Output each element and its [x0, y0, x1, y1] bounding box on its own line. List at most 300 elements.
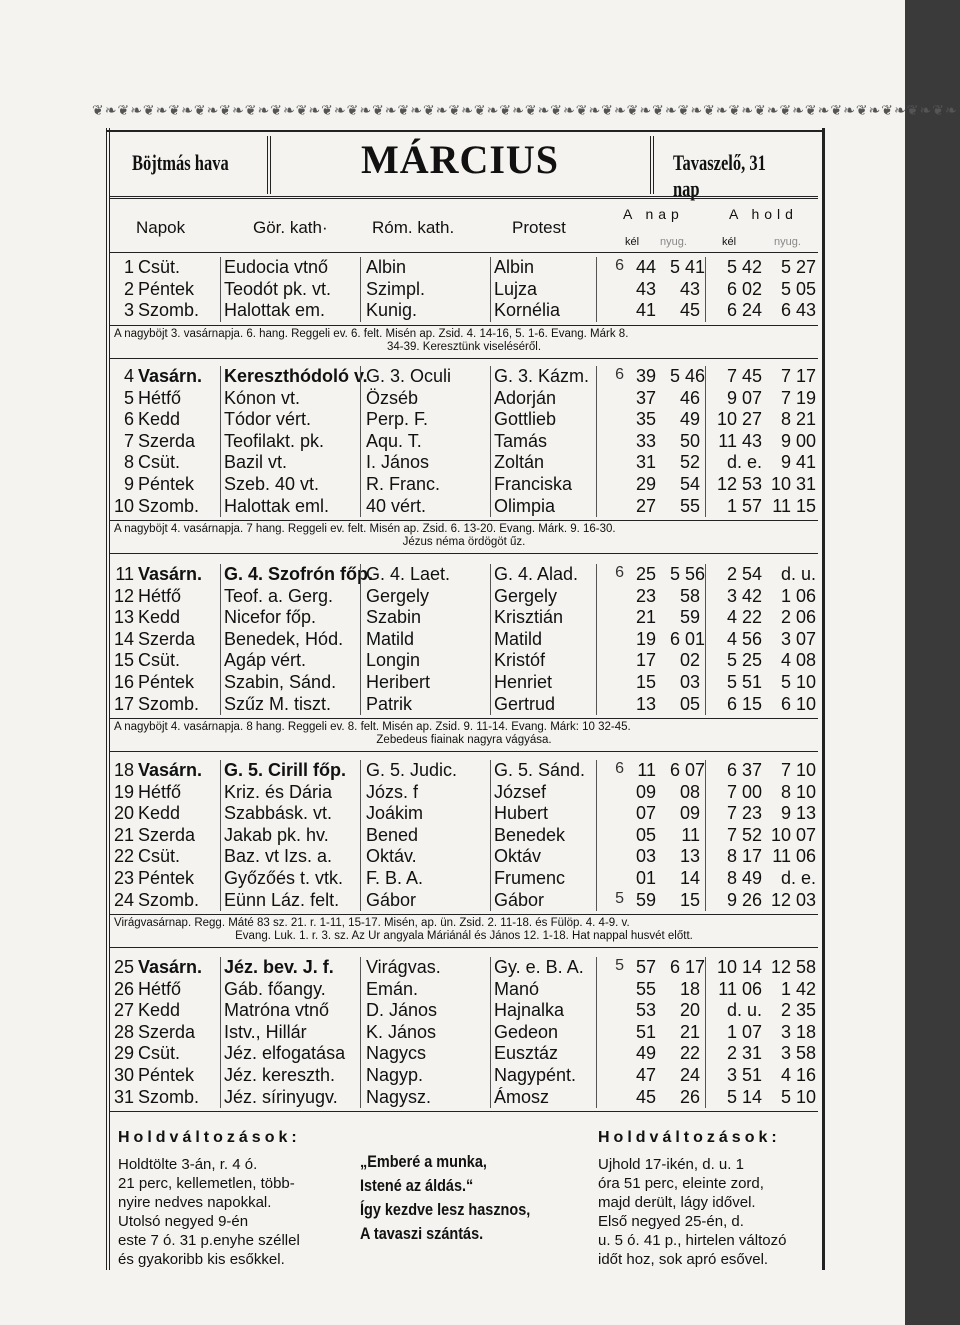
- cell-num: 30: [113, 1065, 134, 1085]
- cell-ms: 3 18: [780, 1021, 816, 1042]
- cell-gor: Halottak em.: [224, 300, 326, 321]
- cell-rise: 25: [635, 564, 656, 584]
- cell-ms: 2 35: [780, 1000, 816, 1021]
- sunday-note-title: Zebedeus fiainak nagyra vágyása.: [376, 734, 552, 747]
- cell-gor: Jéz. elfogatása: [224, 1043, 346, 1064]
- cell-num: 28: [113, 1021, 134, 1042]
- cell-rom: Joákim: [366, 803, 424, 824]
- table-row: [110, 694, 818, 716]
- table-row: [110, 409, 818, 431]
- table-row: [110, 366, 818, 388]
- sunday-note: Virágvasárnap. Regg. Máté 83 sz. 21. r. 1-11, 15-17. Misén, ap. ün. Zsid. 2. 11-18. és Fülöp. 4. 4-9. v.: [114, 917, 630, 930]
- column-divider: [596, 564, 597, 715]
- cell-mr: 10 14: [716, 957, 762, 977]
- column-divider: [360, 957, 361, 1108]
- cell-rise: 07: [635, 803, 656, 824]
- banner-divider: [650, 136, 654, 194]
- cell-rise: 15: [635, 672, 656, 692]
- moon-line: óra 51 perc, eleinte zord,: [598, 1175, 764, 1192]
- cell-mr: 3 42: [726, 585, 762, 606]
- table-row: [110, 629, 818, 651]
- cell-mr: 5 14: [726, 1086, 762, 1107]
- cell-day: Csüt.: [138, 650, 181, 671]
- cell-day: Kedd: [138, 803, 181, 824]
- cell-day: Csüt.: [138, 1043, 181, 1064]
- cell-rise: 57: [635, 957, 656, 977]
- cell-set: 6 17: [670, 957, 706, 977]
- cell-rom: Heribert: [366, 672, 431, 692]
- cell-day: Szerda: [138, 824, 196, 845]
- cell-day: Csüt.: [138, 257, 181, 277]
- cell-gor: Tódor vért.: [224, 409, 312, 430]
- cell-num: 26: [113, 978, 134, 999]
- table-row: [110, 279, 818, 301]
- cell-rom: K. János: [366, 1021, 437, 1042]
- cell-ms: 5 10: [780, 672, 816, 692]
- cell-set: 5 46: [670, 366, 706, 386]
- cell-rise: 53: [635, 1000, 656, 1021]
- cell-day: Szomb.: [138, 693, 200, 714]
- cell-pro: Henriet: [494, 672, 553, 692]
- cell-num: 1: [123, 257, 134, 277]
- cell-ms: 6 43: [780, 300, 816, 321]
- cell-ms: 1 42: [780, 978, 816, 999]
- cell-moon: 5: [615, 957, 624, 974]
- cell-set: 54: [679, 474, 700, 494]
- column-divider: [596, 760, 597, 911]
- cell-gor: Nicefor főp.: [224, 607, 317, 628]
- cell-day: Péntek: [138, 672, 195, 692]
- table-row: [110, 868, 818, 890]
- note-rule: [110, 358, 818, 359]
- cell-set: 20: [679, 1000, 700, 1021]
- cell-num: 16: [113, 672, 134, 692]
- cell-pro: Tamás: [494, 430, 548, 451]
- cell-set: 43: [679, 278, 700, 299]
- cell-day: Kedd: [138, 607, 181, 628]
- cell-rom: Józs. f: [366, 781, 419, 802]
- week-rule: [110, 1111, 818, 1112]
- cell-gor: Jéz. bev. J. f.: [224, 957, 334, 977]
- cell-mr: 4 56: [726, 628, 762, 649]
- cell-gor: Jakab pk. hv.: [224, 824, 329, 845]
- cell-gor: Teof. a. Gerg.: [224, 585, 334, 606]
- table-row: [110, 1022, 818, 1044]
- cell-ms: 7 19: [780, 387, 816, 408]
- sunday-note-title: 34-39. Keresztünk viseléséről.: [386, 340, 542, 353]
- cell-pro: Gertrud: [494, 693, 556, 714]
- cell-day: Hétfő: [138, 585, 182, 606]
- table-row: [110, 474, 818, 496]
- cell-num: 20: [113, 803, 134, 824]
- column-divider: [490, 564, 491, 715]
- cell-num: 6: [123, 409, 134, 430]
- cell-num: 19: [113, 781, 134, 802]
- column-divider: [596, 366, 597, 517]
- cell-set: 59: [679, 607, 700, 628]
- cell-ms: 12 58: [770, 957, 816, 977]
- cell-num: 12: [113, 585, 134, 606]
- cell-ms: 10 07: [770, 824, 816, 845]
- cell-day: Péntek: [138, 278, 195, 299]
- cell-gor: Kónon vt.: [224, 387, 301, 408]
- cell-rom: G. 3. Oculi: [366, 366, 452, 386]
- cell-set: 13: [679, 846, 700, 867]
- column-divider: [220, 366, 221, 517]
- cell-num: 27: [113, 1000, 134, 1021]
- sunday-note-title: Evang. Luk. 1. r. 3. sz. Az Ur angyala Máriánál és János 12. 1-18. Hat nappal husvét előtt.: [235, 930, 693, 943]
- cell-mr: 5 51: [726, 672, 762, 692]
- column-divider: [596, 957, 597, 1108]
- month-old-name: Böjtmás hava: [132, 150, 229, 175]
- cell-set: 24: [679, 1065, 700, 1085]
- cell-num: 2: [123, 278, 134, 299]
- cell-num: 13: [113, 607, 134, 628]
- cell-moon: 5: [615, 889, 624, 907]
- cell-pro: Matild: [494, 628, 543, 649]
- cell-gor: Gáb. főangy.: [224, 978, 326, 999]
- moon-line: u. 5 ó. 41 p., hirtelen változó: [598, 1232, 787, 1249]
- table-row: [110, 431, 818, 453]
- cell-num: 14: [113, 628, 134, 649]
- table-row: [110, 1000, 818, 1022]
- table-row: [110, 607, 818, 629]
- col-gor: Gör. kath·: [253, 218, 328, 237]
- cell-mr: d. u.: [726, 1000, 762, 1021]
- cell-mr: 5 42: [726, 257, 762, 277]
- cell-ms: d. u.: [780, 564, 816, 584]
- cell-rom: Aqu. T.: [366, 430, 422, 451]
- table-row: [110, 586, 818, 608]
- cell-pro: Gergely: [494, 585, 558, 606]
- cell-num: 3: [123, 300, 134, 321]
- cell-pro: Gy. e. B. A.: [494, 957, 584, 977]
- cell-ms: 9 13: [780, 803, 816, 824]
- cell-gor: Istv., Hillár: [224, 1021, 307, 1042]
- table-row: [110, 760, 818, 782]
- cell-mr: 8 17: [726, 846, 762, 867]
- motto: [360, 1150, 530, 1246]
- cell-rise: 59: [635, 889, 656, 910]
- cell-num: 10: [113, 495, 134, 516]
- cell-gor: G. 5. Cirill főp.: [224, 760, 347, 780]
- cell-pro: Kristóf: [494, 650, 546, 671]
- moon-line: és gyakoribb kis esőkkel.: [118, 1251, 285, 1268]
- cell-rise: 17: [635, 650, 656, 671]
- cell-set: 11: [681, 824, 700, 845]
- cell-num: 15: [113, 650, 134, 671]
- cell-mr: 6 37: [726, 760, 762, 780]
- cell-num: 9: [123, 474, 134, 494]
- cell-gor: Szabbásk. vt.: [224, 803, 333, 824]
- week-rule: [110, 325, 818, 326]
- cell-num: 7: [123, 430, 134, 451]
- cell-pro: Benedek: [494, 824, 566, 845]
- cell-set: 5 41: [670, 257, 706, 277]
- cell-rom: F. B. A.: [366, 868, 424, 888]
- cell-set: 50: [679, 430, 700, 451]
- cell-ms: 7 10: [780, 760, 816, 780]
- cell-mr: 7 23: [726, 803, 762, 824]
- cell-num: 29: [113, 1043, 134, 1064]
- cell-pro: Ámosz: [494, 1086, 550, 1107]
- cell-rom: Szimpl.: [366, 278, 426, 299]
- table-row: [110, 890, 818, 912]
- cell-day: Kedd: [138, 1000, 181, 1021]
- column-divider: [360, 564, 361, 715]
- cell-mr: 2 31: [726, 1043, 762, 1064]
- top-rule: [106, 130, 822, 132]
- cell-num: 25: [113, 957, 134, 977]
- moon-line: 21 perc, kellemetlen, több-: [118, 1175, 295, 1192]
- cell-rom: Szabin: [366, 607, 422, 628]
- moon-phases-right: [598, 1128, 813, 1269]
- cell-set: 21: [679, 1021, 700, 1042]
- header-rule: [110, 196, 818, 199]
- moon-phases-left-title: Holdváltozások:: [118, 1129, 301, 1146]
- cell-gor: Szeb. 40 vt.: [224, 474, 320, 494]
- cell-mr: 6 24: [726, 300, 762, 321]
- cell-pro: Hubert: [494, 803, 549, 824]
- cell-ms: 2 06: [780, 607, 816, 628]
- cell-rom: Nagysz.: [366, 1086, 432, 1107]
- column-divider: [490, 760, 491, 911]
- cell-pro: Nagypént.: [494, 1065, 577, 1085]
- cell-ms: 4 16: [780, 1065, 816, 1085]
- cell-ms: d. e.: [780, 868, 816, 888]
- cell-mr: 5 25: [726, 650, 762, 671]
- cell-set: 14: [679, 868, 700, 888]
- cell-pro: Hajnalka: [494, 1000, 565, 1021]
- cell-pro: Gábor: [494, 889, 545, 910]
- table-row: [110, 1043, 818, 1065]
- cell-rom: Emán.: [366, 978, 419, 999]
- cell-ms: 5 05: [780, 278, 816, 299]
- cell-day: Hétfő: [138, 978, 182, 999]
- cell-rom: Kunig.: [366, 300, 418, 321]
- moon-line: Első negyed 25-én, d.: [598, 1213, 744, 1230]
- cell-rise: 43: [635, 278, 656, 299]
- cell-pro: Zoltán: [494, 452, 545, 473]
- cell-rom: G. 4. Laet.: [366, 564, 451, 584]
- cell-rom: I. János: [366, 452, 430, 473]
- cell-ms: 3 58: [780, 1043, 816, 1064]
- cell-rom: D. János: [366, 1000, 438, 1021]
- col-hold-kel: kél: [722, 236, 737, 248]
- column-divider: [596, 257, 597, 322]
- cell-pro: G. 5. Sánd.: [494, 760, 586, 780]
- table-row: [110, 300, 818, 322]
- note-rule: [110, 553, 818, 554]
- moon-phases-right-title: Holdváltozások:: [598, 1129, 781, 1146]
- cell-rom: Longin: [366, 650, 421, 671]
- cell-day: Szomb.: [138, 1086, 200, 1107]
- cell-rise: 01: [635, 868, 656, 888]
- cell-rise: 29: [635, 474, 656, 494]
- cell-gor: Kriz. és Dária: [224, 781, 333, 802]
- sunday-note-title: Jézus néma ördögöt űz.: [402, 536, 526, 549]
- column-divider: [220, 957, 221, 1108]
- col-hold: A hold: [729, 206, 798, 222]
- table-row: [110, 846, 818, 868]
- cell-day: Szerda: [138, 1021, 196, 1042]
- cell-ms: 3 07: [780, 628, 816, 649]
- cell-num: 11: [115, 564, 134, 584]
- cell-mr: 7 00: [726, 781, 762, 802]
- motto-line: Istené az áldás.“: [360, 1176, 474, 1195]
- cell-rise: 09: [635, 781, 656, 802]
- note-rule: [110, 947, 818, 948]
- column-divider: [490, 366, 491, 517]
- table-row: [110, 452, 818, 474]
- cell-ms: 5 10: [780, 1086, 816, 1107]
- cell-day: Szomb.: [138, 889, 200, 910]
- table-row: [110, 825, 818, 847]
- ornament-border: ❦❧❦❧❦❧❦❧❦❧❦❧❦❧❦❧❦❧❦❧❦❧❦❧❦❧❦❧❦❧❦❧❦❧❦❧❦❧❦❧❦❧❦❧❦❧❦❧❦❧❦❧❦❧❦❧❦❧❦❧❦❧❦❧❦❧❦❧: [92, 103, 958, 119]
- cell-num: 24: [113, 889, 134, 910]
- cell-rise: 33: [635, 430, 656, 451]
- cell-pro: Frumenc: [494, 868, 566, 888]
- column-divider: [490, 257, 491, 322]
- cell-set: 52: [679, 452, 700, 473]
- col-nap-kel: kél: [625, 236, 640, 248]
- moon-line: időt hoz, sok apró esővel.: [598, 1251, 769, 1268]
- cell-num: 5: [123, 387, 134, 408]
- cell-day: Csüt.: [138, 846, 181, 867]
- cell-pro: Lujza: [494, 278, 538, 299]
- column-divider: [490, 957, 491, 1108]
- cell-pro: Eusztáz: [494, 1043, 559, 1064]
- cell-day: Szerda: [138, 628, 196, 649]
- cell-day: Csüt.: [138, 452, 181, 473]
- cell-set: 09: [679, 803, 700, 824]
- cell-moon: 6: [615, 366, 624, 383]
- cell-gor: Matróna vtnő: [224, 1000, 330, 1021]
- cell-pro: József: [494, 781, 547, 802]
- cell-pro: Krisztián: [494, 607, 564, 628]
- cell-ms: 9 00: [780, 430, 816, 451]
- table-row: [110, 564, 818, 586]
- table-row: [110, 979, 818, 1001]
- motto-line: A tavaszi szántás.: [360, 1224, 484, 1243]
- column-divider: [705, 257, 706, 322]
- cell-pro: Franciska: [494, 474, 573, 494]
- cell-rise: 49: [635, 1043, 656, 1064]
- column-divider: [705, 760, 706, 911]
- cell-rom: Oktáv.: [366, 846, 417, 867]
- cell-pro: Manó: [494, 978, 540, 999]
- cell-pro: G. 4. Alad.: [494, 564, 579, 584]
- sunday-note: A nagyböjt 3. vasárnapja. 6. hang. Reggeli ev. 6. felt. Misén ap. Zsid. 4. 14-16, 5. 1-6. Evang. Márk 8.: [114, 327, 629, 340]
- cell-rise: 19: [635, 628, 656, 649]
- cell-mr: 2 54: [726, 564, 762, 584]
- month-title: MÁRCIUS: [360, 137, 560, 182]
- moon-line: majd derült, lágy idővel.: [598, 1194, 756, 1211]
- cell-ms: 8 21: [780, 409, 816, 430]
- cell-rom: Virágvas.: [366, 957, 441, 977]
- cell-mr: 6 15: [726, 693, 762, 714]
- cell-pro: Gedeon: [494, 1021, 559, 1042]
- cell-num: 22: [113, 846, 134, 867]
- cell-mr: d. e.: [726, 452, 762, 473]
- cell-rom: Perp. F.: [366, 409, 429, 430]
- cell-mr: 3 51: [726, 1065, 762, 1085]
- table-row: [110, 1065, 818, 1087]
- motto-line: Így kezdve lesz hasznos,: [360, 1200, 531, 1219]
- table-row: [110, 496, 818, 518]
- cell-gor: Halottak eml.: [224, 495, 330, 516]
- cell-moon: 6: [615, 760, 624, 777]
- moon-line: Holdtölte 3-án, r. 4 ó.: [118, 1156, 258, 1173]
- column-divider: [705, 564, 706, 715]
- column-divider: [220, 564, 221, 715]
- cell-set: 6 07: [670, 760, 706, 780]
- cell-rom: Matild: [366, 628, 415, 649]
- cell-ms: 4 08: [780, 650, 816, 671]
- cell-rom: Nagycs: [366, 1043, 427, 1064]
- cell-pro: Adorján: [494, 387, 557, 408]
- cell-rise: 45: [635, 1086, 656, 1107]
- cell-day: Vasárn.: [138, 760, 203, 780]
- cell-ms: 9 41: [780, 452, 816, 473]
- cell-rom: Gábor: [366, 889, 417, 910]
- column-divider: [220, 257, 221, 322]
- column-divider: [705, 366, 706, 517]
- cell-set: 5 56: [670, 564, 706, 584]
- cell-mr: 4 22: [726, 607, 762, 628]
- month-days: Tavaszelő, 31 nap: [673, 150, 766, 201]
- cell-gor: Szabin, Sánd.: [224, 672, 337, 692]
- week-rule: [110, 718, 818, 719]
- cell-rise: 39: [635, 366, 656, 386]
- table-row: [110, 388, 818, 410]
- cell-day: Hétfő: [138, 387, 182, 408]
- cell-day: Szomb.: [138, 300, 200, 321]
- cell-rise: 41: [635, 300, 656, 321]
- cell-ms: 6 10: [780, 693, 816, 714]
- cell-pro: Albin: [494, 257, 535, 277]
- cell-set: 02: [679, 650, 700, 671]
- cell-day: Hétfő: [138, 781, 182, 802]
- cell-mr: 1 07: [726, 1021, 762, 1042]
- cell-gor: Baz. vt Izs. a.: [224, 846, 333, 867]
- cell-gor: G. 4. Szofrón főp.: [224, 564, 373, 584]
- month-banner: [110, 136, 816, 201]
- col-rom: Róm. kath.: [372, 218, 455, 237]
- table-row: [110, 672, 818, 694]
- cell-mr: 10 27: [716, 409, 762, 430]
- cell-set: 05: [679, 693, 700, 714]
- cell-day: Péntek: [138, 474, 195, 494]
- table-row: [110, 782, 818, 804]
- cell-num: 21: [113, 824, 134, 845]
- cell-day: Vasárn.: [138, 366, 203, 386]
- cell-rom: Albin: [366, 257, 407, 277]
- cell-gor: Kereszthódoló v.: [224, 366, 368, 386]
- cell-day: Péntek: [138, 1065, 195, 1085]
- cell-set: 45: [679, 300, 700, 321]
- cell-set: 15: [679, 889, 700, 910]
- table-row: [110, 650, 818, 672]
- cell-pro: Olimpia: [494, 495, 556, 516]
- col-nap-nyug: nyug.: [660, 236, 687, 248]
- cell-gor: Teodót pk. vt.: [224, 278, 332, 299]
- cell-ms: 1 06: [780, 585, 816, 606]
- cell-pro: Gottlieb: [494, 409, 557, 430]
- cell-ms: 5 27: [780, 257, 816, 277]
- cell-mr: 12 53: [716, 474, 762, 494]
- table-row: [110, 1087, 818, 1109]
